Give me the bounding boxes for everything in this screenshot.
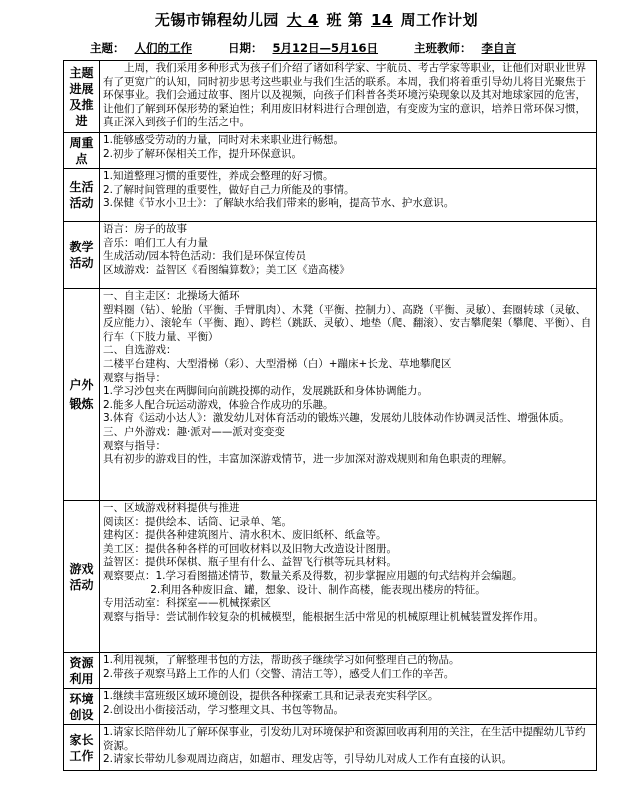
meta-line xyxy=(90,40,526,56)
theme-label: 主题： xyxy=(90,41,125,55)
row-head-parents: 家长工作 xyxy=(64,725,100,771)
list-item: 2.能多人配合玩运动游戏，体验合作成功的乐趣。 xyxy=(103,398,334,411)
list-item: 观察与指导： xyxy=(103,371,166,384)
row-progress xyxy=(64,61,597,133)
list-item: 一、自主走区：北操场大循环 xyxy=(103,290,240,302)
row-game xyxy=(64,501,597,653)
week-number: 14 xyxy=(371,11,393,29)
list-item: 1.知道整理习惯的重要性，养成会整理的好习惯。 xyxy=(103,170,334,182)
list-item: 一、区域游戏材料提供与推进 xyxy=(103,502,240,514)
row-body-resources xyxy=(100,653,597,689)
list-item: 观察要点：1.学习看图描述情节，数量关系及得数，初步掌握应用题的句式结构并会编题。 xyxy=(103,569,523,582)
row-life xyxy=(64,169,597,222)
list-item: 3.保健《节水小卫士》：了解缺水给我们带来的影响，提高节水、护水意识。 xyxy=(103,197,455,210)
list-item: 2.创设出小街接活动，学习整理文具、书包等物品。 xyxy=(103,703,345,716)
list-item: 3.体育《运动小达人》：激发幼儿对体育活动的锻炼兴趣，发展幼儿肢体动作协调灵活性、增强体质。 xyxy=(103,412,570,425)
list-item: 二、自选游戏： xyxy=(103,344,177,357)
page-title xyxy=(0,9,633,30)
progress-text: 上周，我们采用多种形式为孩子们介绍了诸如科学家、宇航员、考古学家等职业，让他们对职业世界有了更宽广的认知，同时初步思考这些职业与我们生活的联系。本周，我们将着重引导幼儿将目光聚焦于环保事业。我们会通过故事、图片以及视频，向孩子们科普各类环境污染现象以及其对地球家园的危害，让他们了解到环保形势的紧迫性；利用废旧材料进行合理创造，有变废为宝的意识，培养日常环保习惯，真正深入到孩子们的生活之中。 xyxy=(103,62,586,129)
list-item: 2.初步了解环保相关工作，提升环保意识。 xyxy=(103,147,303,160)
row-resources xyxy=(64,653,597,689)
class-name: 大 4 xyxy=(286,11,319,29)
theme-value: 人们的工作 xyxy=(134,41,192,55)
row-focus xyxy=(64,133,597,169)
list-item: 1.请家长陪伴幼儿了解环保事业，引发幼儿对环境保护和资源回收再利用的关注，在生活中提醒幼儿节约资源。 xyxy=(103,726,586,752)
list-item: 具有初步的游戏目的性，丰富加深游戏情节，进一步加深对游戏规则和角色职责的理解。 xyxy=(103,453,513,466)
row-body-outdoor xyxy=(100,289,597,501)
row-head-progress: 主题进展及推进 xyxy=(64,61,100,133)
row-body-teaching xyxy=(100,222,597,289)
weekly-plan-table xyxy=(63,60,597,771)
row-head-life: 生活活动 xyxy=(64,169,100,222)
list-item: 1.利用视频，了解整理书包的方法，帮助孩子继续学习如何整理自己的物品。 xyxy=(103,654,460,666)
date-value: 5月12日—5月16日 xyxy=(272,41,379,55)
teacher-label: 主班教师： xyxy=(414,41,472,55)
list-item: 生成活动/园本特色活动：我们是环保宣传员 xyxy=(103,250,307,263)
list-item: 2.了解时间管理的重要性，做好自己力所能及的事情。 xyxy=(103,183,355,196)
row-body-progress xyxy=(100,61,597,133)
list-item: 2.请家长带幼儿参观周边商店，如超市、理发店等，引导幼儿对成人工作有直接的认识。 xyxy=(103,753,513,766)
list-item: 音乐：咱们工人有力量 xyxy=(103,236,208,249)
row-body-game xyxy=(100,501,597,653)
row-body-environment xyxy=(100,689,597,725)
list-item: 观察与指导：尝试制作较复杂的机械模型，能根据生活中常见的机械原理让机械装置发挥作用。 xyxy=(103,610,544,623)
list-item: 专用活动室：科探室——机械探索区 xyxy=(103,597,271,610)
row-head-outdoor: 户外锻炼 xyxy=(64,289,100,501)
list-item: 二楼平台建构、大型滑梯（彩）、大型滑梯（白）+蹦床+长龙、草地攀爬区 xyxy=(103,357,452,370)
list-item: 美工区：提供各种各样的可回收材料以及旧物大改造设计图册。 xyxy=(103,542,397,555)
row-head-focus: 周重点 xyxy=(64,133,100,169)
list-item: 语言：房子的故事 xyxy=(103,223,187,235)
date-label: 日期： xyxy=(228,41,263,55)
row-teaching xyxy=(64,222,597,289)
row-parents xyxy=(64,725,597,771)
row-head-teaching: 教学活动 xyxy=(64,222,100,289)
list-item: 1.能够感受劳动的力量，同时对未来职业进行畅想。 xyxy=(103,134,345,146)
kindergarten-name: 无锡市锦程幼儿园 xyxy=(154,11,279,29)
list-item: 1.学习沙包夹在两脚间向前跳投掷的动作，发展跳跃和身体协调能力。 xyxy=(103,385,429,398)
list-item: 2.利用各种废旧盒、罐，想象、设计、制作高楼，能表现出楼房的特征。 xyxy=(150,583,486,596)
row-environment xyxy=(64,689,597,725)
row-head-resources: 资源利用 xyxy=(64,653,100,689)
list-item: 2.带孩子观察马路上工作的人们（交警、清洁工等），感受人们工作的辛苦。 xyxy=(103,667,455,680)
teacher-value: 李自言 xyxy=(481,41,517,55)
title-suffix: 周工作计划 xyxy=(400,11,479,29)
list-item: 区域游戏：益智区《看图编算数》；美工区《造高楼》 xyxy=(103,263,350,276)
row-outdoor xyxy=(64,289,597,501)
row-body-parents xyxy=(100,725,597,771)
row-body-life xyxy=(100,169,597,222)
row-head-environment: 环境创设 xyxy=(64,689,100,725)
list-item: 塑料圈（钻）、轮胎（平衡、手臂肌肉）、木凳（平衡、控制力）、高跷（平衡、灵敏）、套圈转球（灵敏、反应能力）、滚轮车（平衡、跑）、跨栏（跳跃、灵敏）、地垫（爬、翻滚）、安吉攀爬架（攀爬、平衡）、自行车（下肢力量、平衡） xyxy=(103,303,592,343)
list-item: 阅读区：提供绘本、话筒、记录单、笔。 xyxy=(103,515,292,528)
list-item: 观察与指导： xyxy=(103,439,166,452)
row-head-game: 游戏活动 xyxy=(64,501,100,653)
list-item: 益智区：提供环保棋、瓶子里有什么、益智飞行棋等玩具材料。 xyxy=(103,556,397,569)
list-item: 建构区：提供各种建筑图片、清水积木、废旧纸杯、纸盒等。 xyxy=(103,529,387,542)
row-body-focus xyxy=(100,133,597,169)
title-class-week-label: 班 第 xyxy=(326,11,364,29)
list-item: 三、户外游戏：趣·派对——派对变变变 xyxy=(103,425,285,438)
list-item: 1.继续丰富班级区域环境创设，提供各种探索工具和记录表充实科学区。 xyxy=(103,690,439,702)
